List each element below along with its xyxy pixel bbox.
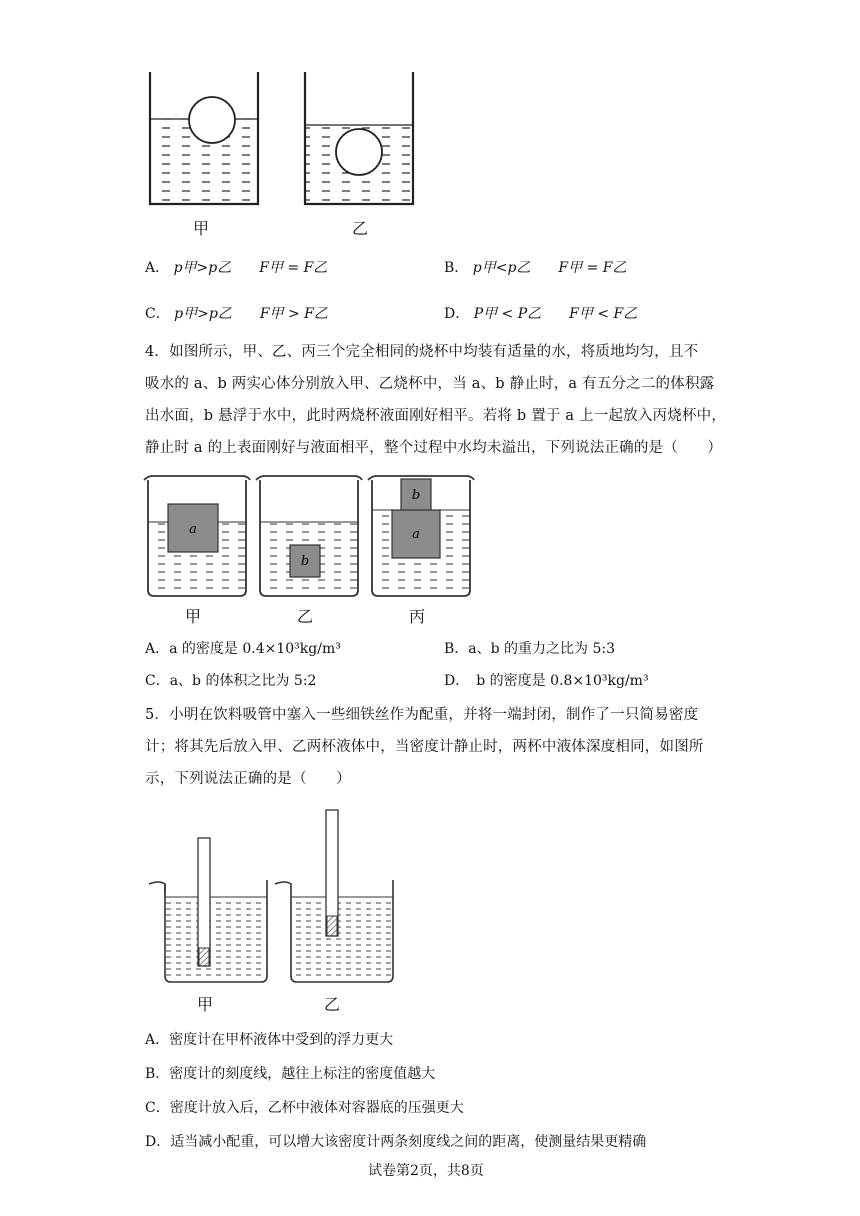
block-b-label-bing: b	[411, 488, 421, 503]
q3-option-b[interactable]	[444, 258, 626, 278]
figure-q3-beakers	[140, 70, 430, 210]
q5-option-d[interactable]: D．适当减小配重，可以增大该密度计两条刻度线之间的距离，使测量结果更精确	[145, 1134, 647, 1150]
q3-option-c-text: p甲>p乙 F甲 > F乙	[174, 306, 328, 322]
fig3-label-jia: 甲	[197, 995, 214, 1014]
fig2-label-bing: 丙	[409, 607, 426, 626]
q5-line-3: 示，下列说法正确的是（ ）	[145, 771, 351, 787]
beaker-yi	[305, 72, 413, 204]
q4-line-2: 吸水的 a、b 两实心体分别放入甲、乙烧杯中，当 a、b 静止时，a 有五分之二的体积露	[145, 376, 715, 392]
beaker-q5-jia	[149, 838, 267, 982]
beaker-q5-yi	[275, 810, 393, 982]
q4-option-d[interactable]: D． b 的密度是 0.8×10³kg/m³	[444, 673, 649, 689]
q5-option-a[interactable]: A．密度计在甲杯液体中受到的浮力更大	[145, 1032, 394, 1048]
q4-stem	[145, 336, 735, 464]
ball-jia	[189, 97, 235, 143]
figure-q5-hydrometers	[145, 810, 385, 990]
block-a-label-bing: a	[412, 527, 420, 542]
beaker-q4-bing	[368, 476, 474, 596]
q5-option-c[interactable]: C．密度计放入后，乙杯中液体对容器底的压强更大	[145, 1100, 464, 1116]
figure-q4-beakers	[140, 472, 480, 600]
q3-option-c[interactable]	[145, 304, 328, 324]
q3-option-b-text: p甲<p乙 F甲 = F乙	[472, 260, 627, 276]
fig2-label-yi: 乙	[297, 607, 314, 626]
q4-line-4: 静止时 a 的上表面刚好与液面相平，整个过程中水均未溢出，下列说法正确的是（ ）	[145, 440, 723, 456]
beaker-q4-yi	[256, 476, 362, 596]
q3-option-a-letter: A．	[145, 260, 170, 276]
q5-option-b[interactable]: B．密度计的刻度线，越往上标注的密度值越大	[145, 1066, 436, 1082]
q3-option-c-letter: C．	[145, 306, 170, 322]
q3-option-d[interactable]	[444, 304, 637, 324]
beaker-jia	[150, 72, 258, 204]
fig2-label-jia: 甲	[185, 607, 202, 626]
fig1-label-jia: 甲	[193, 219, 210, 238]
page-footer: 试卷第2页，共8页	[368, 1163, 484, 1179]
ball-yi	[336, 129, 382, 175]
fig1-label-yi: 乙	[352, 219, 369, 238]
q4-option-a[interactable]: A．a 的密度是 0.4×10³kg/m³	[145, 641, 341, 657]
q5-line-2: 计；将其先后放入甲、乙两杯液体中，当密度计静止时，两杯中液体深度相同，如图所	[145, 739, 704, 755]
q3-option-a-text: p甲>p乙 F甲 = F乙	[173, 260, 328, 276]
block-a-label-jia: a	[189, 522, 197, 537]
q3-option-d-letter: D．	[444, 306, 470, 322]
q3-option-d-text: P甲 < P乙 F甲 < F乙	[473, 306, 638, 322]
q5-stem	[145, 699, 735, 795]
block-b-label-yi: b	[300, 554, 310, 569]
q4-line-3: 出水面，b 悬浮于水中，此时两烧杯液面刚好相平。若将 b 置于 a 上一起放入丙烧杯中，	[145, 408, 727, 424]
q4-option-b[interactable]: B．a、b 的重力之比为 5:3	[444, 641, 616, 657]
fig3-label-yi: 乙	[324, 995, 341, 1014]
beaker-q4-jia	[144, 476, 250, 596]
q5-line-1: 5．小明在饮料吸管中塞入一些细铁丝作为配重，并将一端封闭，制作了一只简易密度	[145, 707, 699, 723]
q4-line-1: 4．如图所示，甲、乙、丙三个完全相同的烧杯中均装有适量的水，将质地均匀，且不	[145, 344, 699, 360]
q3-option-b-letter: B．	[444, 260, 469, 276]
q3-option-a[interactable]	[145, 258, 327, 278]
q4-option-c[interactable]: C．a、b 的体积之比为 5:2	[145, 673, 317, 689]
